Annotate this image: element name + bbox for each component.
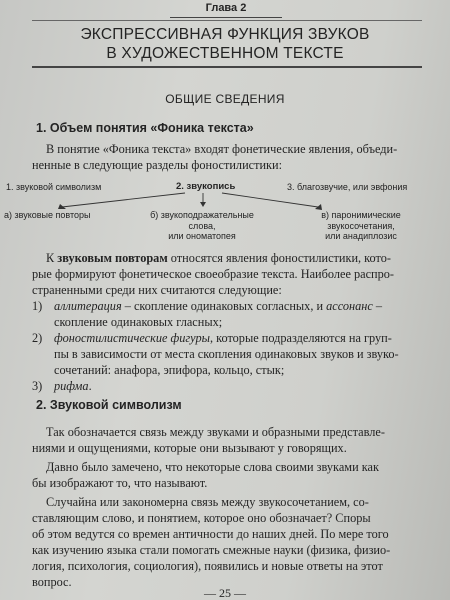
- para3-line-1: Случайна или закономерна связь между звукосочетанием, со-: [46, 495, 369, 509]
- diagram-child-b-line2: слова,: [188, 220, 216, 231]
- list-item-line: сочетаний: анафора, эпифора, кольцо, стык;: [54, 363, 285, 377]
- repeats-list: [32, 298, 424, 394]
- list-item-line: скопление одинаковых гласных;: [54, 315, 223, 329]
- chapter-title-line1: ЭКСПРЕССИВНАЯ ФУНКЦИЯ ЗВУКОВ: [80, 26, 370, 43]
- term-alliteration: аллитерация: [54, 299, 122, 313]
- diagram-child-b-line1: б) звукоподражательные: [150, 210, 254, 220]
- section-heading: ОБЩИЕ СВЕДЕНИЯ: [165, 92, 285, 106]
- diagram-child-b: [140, 210, 264, 242]
- header-rule: [32, 20, 422, 21]
- diagram-child-c-line1: в) паронимические: [321, 210, 401, 220]
- term-assonance: ассонанс: [326, 299, 373, 313]
- diagram-child-a: [4, 210, 90, 221]
- term-rhyme: рифма: [54, 379, 89, 393]
- list-item-line: [54, 378, 424, 394]
- sound-symbolism-paragraph-1: [32, 424, 424, 456]
- list-item-text: , которые подразделяются на груп-: [209, 331, 392, 345]
- subsection-1-heading: 1. Объем понятия «Фоника текста»: [36, 121, 254, 135]
- list-item: [32, 330, 424, 378]
- repeats-line-1-post: относятся явления фоностилистики, кото-: [167, 251, 391, 265]
- para3-line-5: логия, психология, социология), появились и новые ответы на этот: [32, 559, 383, 573]
- repeats-line-1-pre: К: [46, 251, 58, 265]
- list-item-line: [54, 330, 424, 346]
- para3-line-2: ставляющим слово, и понятием, которое оно обозначает? Споры: [32, 511, 371, 525]
- chapter-label: Глава 2: [170, 0, 282, 18]
- repeats-line-3: страненными среди них считаются следующие:: [32, 283, 282, 297]
- diagram-child-c-line2: звукосочетания,: [327, 220, 395, 231]
- list-item-number: 2): [32, 331, 43, 345]
- para3-line-3: об этом ведутся со времен античности до наших дней. По мере того: [32, 527, 389, 541]
- sound-symbolism-paragraph-3: [32, 494, 424, 590]
- list-item-number: 3): [32, 379, 43, 393]
- chapter-title-rule: [32, 66, 422, 68]
- diagram-arrow-left: [62, 193, 185, 207]
- diagram-node-euphony: 3. благозвучие, или эвфония: [287, 182, 408, 192]
- list-item-line: [54, 298, 424, 314]
- para2-line-2: бы изображают то, что называют.: [32, 476, 208, 490]
- diagram-child-c: [306, 210, 416, 242]
- list-item-text: – скопление одинаковых согласных, и: [121, 299, 327, 313]
- sound-symbolism-paragraph-2: [32, 459, 424, 491]
- chapter-title: [40, 25, 410, 63]
- list-item: [32, 298, 424, 330]
- list-item-line: пы в зависимости от места скопления одинаковых звуков и звуко-: [54, 347, 399, 361]
- para1-line-1: Так обозначается связь между звуками и образными представле-: [46, 425, 385, 439]
- diagram-arrowhead-center: [200, 202, 206, 207]
- intro-line-2: ненные в следующие разделы фоностилистики:: [32, 158, 283, 172]
- diagram-node-sound-painting: 2. звукопись: [176, 181, 236, 192]
- para3-line-4: как изучению языка стали помогать смежные науки (физика, физио-: [32, 543, 391, 557]
- repeats-line-2: рые формируют фонетическое своеобразие текста. Наиболее распро-: [32, 267, 395, 281]
- sound-repeats-paragraph: [32, 250, 424, 298]
- list-item-text: –: [372, 299, 383, 313]
- para3-line-6: вопрос.: [32, 575, 72, 589]
- diagram-arrow-right: [222, 193, 318, 207]
- phonostylistics-diagram: [0, 182, 450, 252]
- para2-line-1: Давно было замечено, что некоторые слова своими звуками как: [46, 460, 379, 474]
- para1-line-2: ниями и ощущениями, которые они вызывают у говорящих.: [32, 441, 347, 455]
- diagram-child-b-line3: или ономатопея: [168, 231, 236, 241]
- list-item: [32, 378, 424, 394]
- repeats-term: звуковым повторам: [57, 251, 168, 265]
- intro-paragraph: [32, 141, 424, 173]
- repeats-line-1: [32, 250, 424, 266]
- list-item-number: 1): [32, 299, 43, 313]
- chapter-title-line2: В ХУДОЖЕСТВЕННОМ ТЕКСТЕ: [106, 45, 344, 62]
- subsection-2-heading: 2. Звуковой символизм: [36, 398, 182, 412]
- diagram-child-c-line3: или анадиплозис: [325, 231, 397, 241]
- term-phonostylistic-figures: фоностилистические фигуры: [54, 331, 210, 345]
- diagram-child-a-line1: а) звуковые повторы: [4, 210, 91, 220]
- diagram-node-sound-symbolism: 1. звуковой символизм: [6, 182, 102, 192]
- page-number: — 25 —: [204, 586, 246, 600]
- list-item-text: .: [88, 379, 92, 393]
- intro-line-1: В понятие «Фоника текста» входят фонетические явления, объеди-: [46, 142, 398, 156]
